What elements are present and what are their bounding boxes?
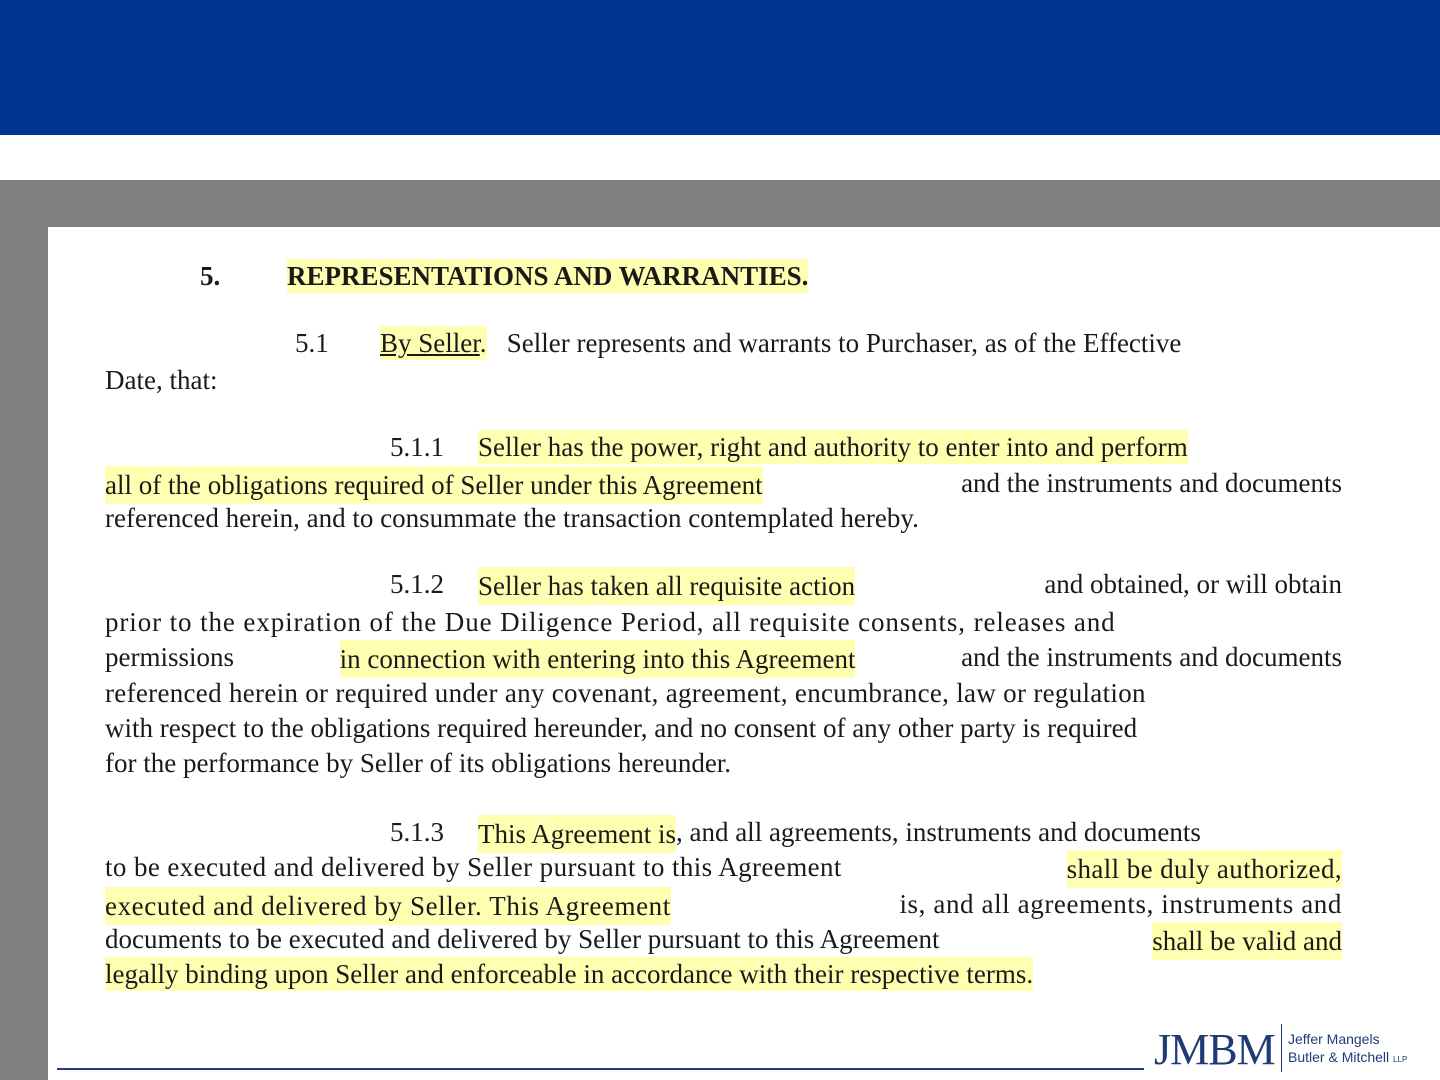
clause-5-1-2-line-2: prior to the expiration of the Due Diligence Period, all requisite consents, releases and (105, 607, 1116, 637)
clause-5-1-3-line-3: executed and delivered by Seller. This Agreement is, and all agreements, instruments and (105, 887, 1342, 925)
section-number: 5. (200, 261, 221, 291)
clause-5-1-1-number: 5.1.1 (390, 432, 444, 462)
firm-name-line-1: Jeffer Mangels (1288, 1031, 1380, 1047)
clause-5-1-2-number: 5.1.2 (390, 569, 444, 599)
clause-5-1-line-2: Date, that: (105, 365, 218, 395)
section-title-text: REPRESENTATIONS AND WARRANTIES. (287, 261, 809, 291)
clause-5-1-2-line-3: permissions in connection with entering into this Agreement and the instruments and documents (105, 640, 1342, 678)
clause-5-1-2-line-1: Seller has taken all requisite action and obtained, or will obtain (478, 567, 1342, 605)
clause-5-1-3-number: 5.1.3 (390, 817, 444, 847)
clause-5-1-3-line-1: This Agreement is , and all agreements, instruments and documents (478, 815, 1342, 853)
clause-5-1-heading: By Seller (380, 328, 480, 358)
clause-5-1-1-line-3: referenced herein, and to consummate the transaction contemplated hereby. (105, 503, 919, 533)
clause-5-1-heading-punct: . (479, 328, 487, 358)
clause-5-1-3-line-2: to be executed and delivered by Seller pursuant to this Agreement shall be duly authorized, (105, 850, 1342, 888)
clause-5-1-number: 5.1 (295, 328, 329, 358)
header-bar (0, 0, 1440, 135)
clause-5-1-1-line-1: Seller has the power, right and authority to enter into and perform (478, 432, 1188, 462)
clause-5-1-text: Seller represents and warrants to Purchaser, as of the Effective (506, 328, 1182, 358)
clause-5-1-2-line-4: referenced herein or required under any covenant, agreement, encumbrance, law or regulation (105, 678, 1146, 708)
clause-5-1-line-1 (380, 326, 1342, 360)
logo-divider (1281, 1024, 1282, 1072)
firm-name (1288, 1030, 1407, 1069)
firm-name-line-2: Butler & Mitchell (1288, 1049, 1390, 1065)
jmbm-logo-mark: JMBM (1154, 1025, 1275, 1074)
footer-rule (57, 1068, 1144, 1070)
clause-5-1-3-line-4: documents to be executed and delivered by Seller pursuant to this Agreement shall be valid and (105, 922, 1342, 960)
clause-5-1-2-line-5: with respect to the obligations required hereunder, and no consent of any other party is required (105, 713, 1138, 743)
firm-llp: LLP (1393, 1055, 1408, 1064)
section-title (287, 259, 808, 293)
clause-5-1-1-line-2: all of the obligations required of Seller under this Agreement and the instruments and documents (105, 466, 1342, 504)
clause-5-1-2-line-6: for the performance by Seller of its obligations hereunder. (105, 748, 732, 778)
clause-5-1-3-line-5: legally binding upon Seller and enforceable in accordance with their respective terms. (105, 959, 1034, 989)
